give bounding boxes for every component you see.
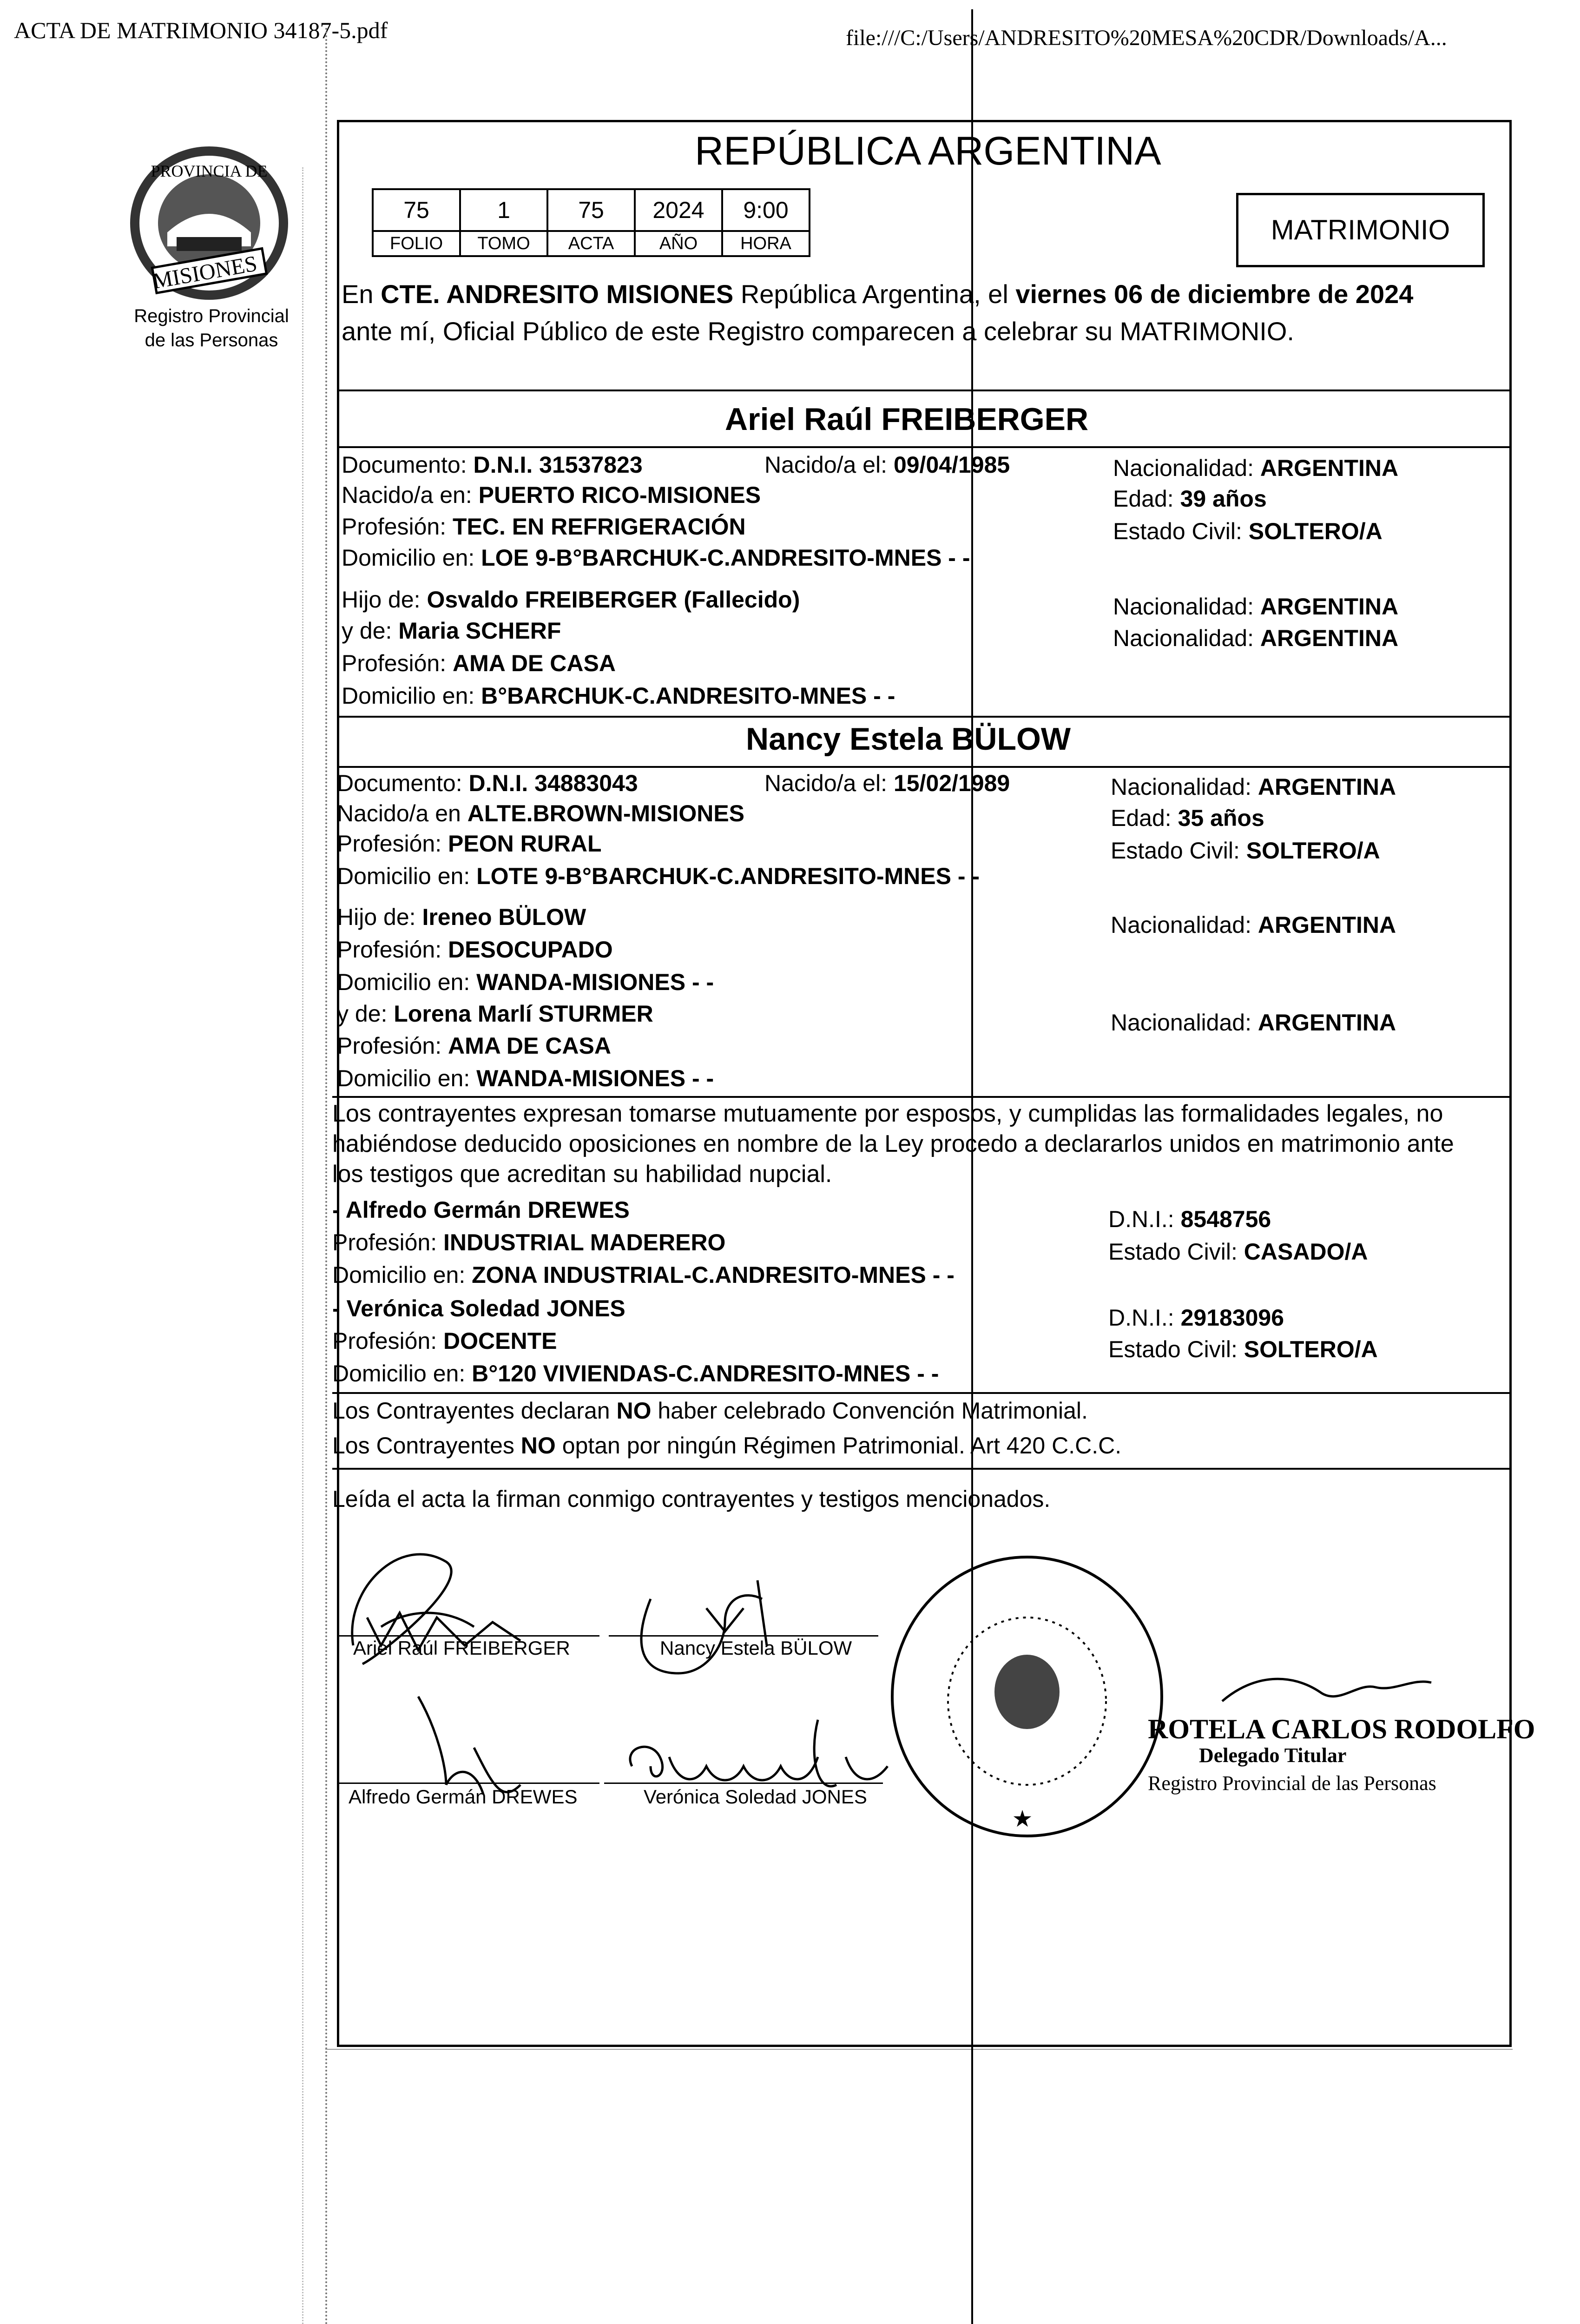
margin-rule xyxy=(325,28,327,2324)
hour-value: 9:00 xyxy=(722,189,810,231)
regime-line-2: Los Contrayentes NO optan por ningún Régimen Patrimonial. Art 420 C.C.C. xyxy=(332,1433,1122,1459)
doc-type-label: MATRIMONIO xyxy=(1271,214,1450,245)
signature-label-witness1: Alfredo Germán DREWES xyxy=(349,1786,578,1808)
spouse1-father-nationality: Nacionalidad: ARGENTINA xyxy=(1113,594,1399,620)
spouse2-birth-place: Nacido/a en ALTE.BROWN-MISIONES xyxy=(337,800,745,826)
divider xyxy=(332,1468,1512,1470)
logo-caption-1: Registro Provincial xyxy=(134,306,289,326)
spouse2-name: Nancy Estela BÜLOW xyxy=(746,721,1071,757)
file-url: file:///C:/Users/ANDRESITO%20MESA%20CDR/Downloads/A... xyxy=(846,26,1447,50)
margin-rule xyxy=(302,167,303,2324)
witness1-civil-status: Estado Civil: CASADO/A xyxy=(1108,1239,1368,1265)
witness1-name: - Alfredo Germán DREWES xyxy=(332,1197,630,1223)
signature-line xyxy=(604,1783,883,1784)
spouse2-address: Domicilio en: LOTE 9-B°BARCHUK-C.ANDRESITO-MNES - - xyxy=(337,863,980,889)
spouse2-father-nationality: Nacionalidad: ARGENTINA xyxy=(1111,912,1396,938)
witness1-dni: D.N.I.: 8548756 xyxy=(1108,1206,1271,1232)
witness2-civil-status: Estado Civil: SOLTERO/A xyxy=(1108,1336,1378,1362)
spouse2-document: Documento: D.N.I. 34883043 xyxy=(337,770,638,796)
spouse2-father-address: Domicilio en: WANDA-MISIONES - - xyxy=(337,969,714,995)
year-value: 2024 xyxy=(635,189,722,231)
spouse1-birth-place: Nacido/a en: PUERTO RICO-MISIONES xyxy=(342,482,761,508)
folio-label: FOLIO xyxy=(373,231,460,256)
spouse1-mother: y de: Maria SCHERF xyxy=(342,618,561,644)
official-round-stamp xyxy=(888,1548,1176,1850)
official-name: ROTELA CARLOS RODOLFO xyxy=(1148,1714,1535,1744)
divider xyxy=(337,766,1512,768)
page-title: REPÚBLICA ARGENTINA xyxy=(695,129,1161,173)
svg-text:★: ★ xyxy=(1012,1806,1033,1832)
official-organization: Registro Provincial de las Personas xyxy=(1148,1772,1436,1795)
acta-label: ACTA xyxy=(547,231,635,256)
spouse2-father-profession: Profesión: DESOCUPADO xyxy=(337,937,613,963)
divider xyxy=(332,1096,1512,1098)
spouse2-mother-nationality: Nacionalidad: ARGENTINA xyxy=(1111,1010,1396,1036)
declaration-line-3: los testigos que acreditan su habilidad nupcial. xyxy=(332,1161,832,1188)
divider xyxy=(337,390,1512,391)
divider xyxy=(337,716,1512,718)
witness2-address: Domicilio en: B°120 VIVIENDAS-C.ANDRESITO-MNES - - xyxy=(332,1360,939,1386)
tomo-value: 1 xyxy=(460,189,547,231)
hour-label: HORA xyxy=(722,231,810,256)
spouse2-mother-profession: Profesión: AMA DE CASA xyxy=(337,1033,611,1059)
divider xyxy=(332,1392,1512,1394)
spouse1-document: Documento: D.N.I. 31537823 xyxy=(342,452,643,478)
spouse1-civil-status: Estado Civil: SOLTERO/A xyxy=(1113,518,1382,544)
logo-caption-2: de las Personas xyxy=(145,330,278,350)
year-label: AÑO xyxy=(635,231,722,256)
tomo-label: TOMO xyxy=(460,231,547,256)
intro-line-2: ante mí, Oficial Público de este Registro comparecen a celebrar su MATRIMONIO. xyxy=(342,317,1294,346)
seal-top-text: PROVINCIA DE xyxy=(151,162,268,180)
spouse1-birth-date: Nacido/a el: 09/04/1985 xyxy=(764,452,1010,478)
signature-label-witness2: Verónica Soledad JONES xyxy=(644,1786,867,1808)
spouse2-mother: y de: Lorena Marlí STURMER xyxy=(337,1001,653,1027)
witness2-name: - Verónica Soledad JONES xyxy=(332,1295,625,1321)
spouse2-age: Edad: 35 años xyxy=(1111,805,1264,831)
spouse1-nationality: Nacionalidad: ARGENTINA xyxy=(1113,455,1399,481)
spouse1-address: Domicilio en: LOE 9-B°BARCHUK-C.ANDRESITO-MNES - - xyxy=(342,545,970,571)
spouse1-profession: Profesión: TEC. EN REFRIGERACIÓN xyxy=(342,514,746,540)
spouse1-mother-nationality: Nacionalidad: ARGENTINA xyxy=(1113,625,1399,651)
witness1-profession: Profesión: INDUSTRIAL MADERERO xyxy=(332,1229,726,1255)
closing-text: Leída el acta la firman conmigo contrayentes y testigos mencionados. xyxy=(332,1486,1051,1512)
signature-line xyxy=(339,1783,599,1784)
divider xyxy=(337,446,1512,448)
spouse2-mother-address: Domicilio en: WANDA-MISIONES - - xyxy=(337,1065,714,1091)
signature-line xyxy=(609,1635,878,1637)
signature-label-spouse2: Nancy Estela BÜLOW xyxy=(660,1637,852,1659)
spouse2-nationality: Nacionalidad: ARGENTINA xyxy=(1111,774,1396,800)
spouse2-father: Hijo de: Ireneo BÜLOW xyxy=(337,904,586,930)
spouse1-parents-profession: Profesión: AMA DE CASA xyxy=(342,650,616,676)
spouse1-name: Ariel Raúl FREIBERGER xyxy=(725,402,1089,437)
declaration-line-1: Los contrayentes expresan tomarse mutuamente por esposos, y cumplidas las formalidades legales, no xyxy=(332,1100,1443,1127)
file-title: ACTA DE MATRIMONIO 34187-5.pdf xyxy=(14,17,388,43)
registry-table xyxy=(372,188,810,257)
witness2-profession: Profesión: DOCENTE xyxy=(332,1328,557,1354)
doc-type-box xyxy=(1236,193,1485,267)
signature-line xyxy=(339,1635,599,1637)
spouse1-father: Hijo de: Osvaldo FREIBERGER (Fallecido) xyxy=(342,587,800,613)
spouse1-parents-address: Domicilio en: B°BARCHUK-C.ANDRESITO-MNES - - xyxy=(342,683,895,709)
declaration-line-2: habiéndose deducido oposiciones en nombre de la Ley procedo a declararlos unidos en matrimonio ante xyxy=(332,1130,1454,1157)
spouse2-birth-date: Nacido/a el: 15/02/1989 xyxy=(764,770,1010,796)
acta-value: 75 xyxy=(547,189,635,231)
province-seal-logo xyxy=(125,139,293,307)
spouse1-age: Edad: 39 años xyxy=(1113,486,1267,512)
regime-line-1: Los Contrayentes declaran NO haber celebrado Convención Matrimonial. xyxy=(332,1398,1088,1424)
witness1-address: Domicilio en: ZONA INDUSTRIAL-C.ANDRESITO-MNES - - xyxy=(332,1262,955,1288)
spouse2-profession: Profesión: PEON RURAL xyxy=(337,831,602,857)
folio-value: 75 xyxy=(373,189,460,231)
scan-artifact-line xyxy=(971,9,973,2324)
witness2-dni: D.N.I.: 29183096 xyxy=(1108,1305,1284,1331)
spouse2-civil-status: Estado Civil: SOLTERO/A xyxy=(1111,838,1380,864)
signature-label-spouse1: Ariel Raúl FREIBERGER xyxy=(353,1637,570,1659)
official-title: Delegado Titular xyxy=(1199,1744,1347,1767)
intro-line-1: En CTE. ANDRESITO MISIONES República Argentina, el viernes 06 de diciembre de 2024 xyxy=(342,279,1414,309)
page-edge xyxy=(325,2049,1513,2050)
seal-bottom-text: MISIONES xyxy=(151,251,259,294)
